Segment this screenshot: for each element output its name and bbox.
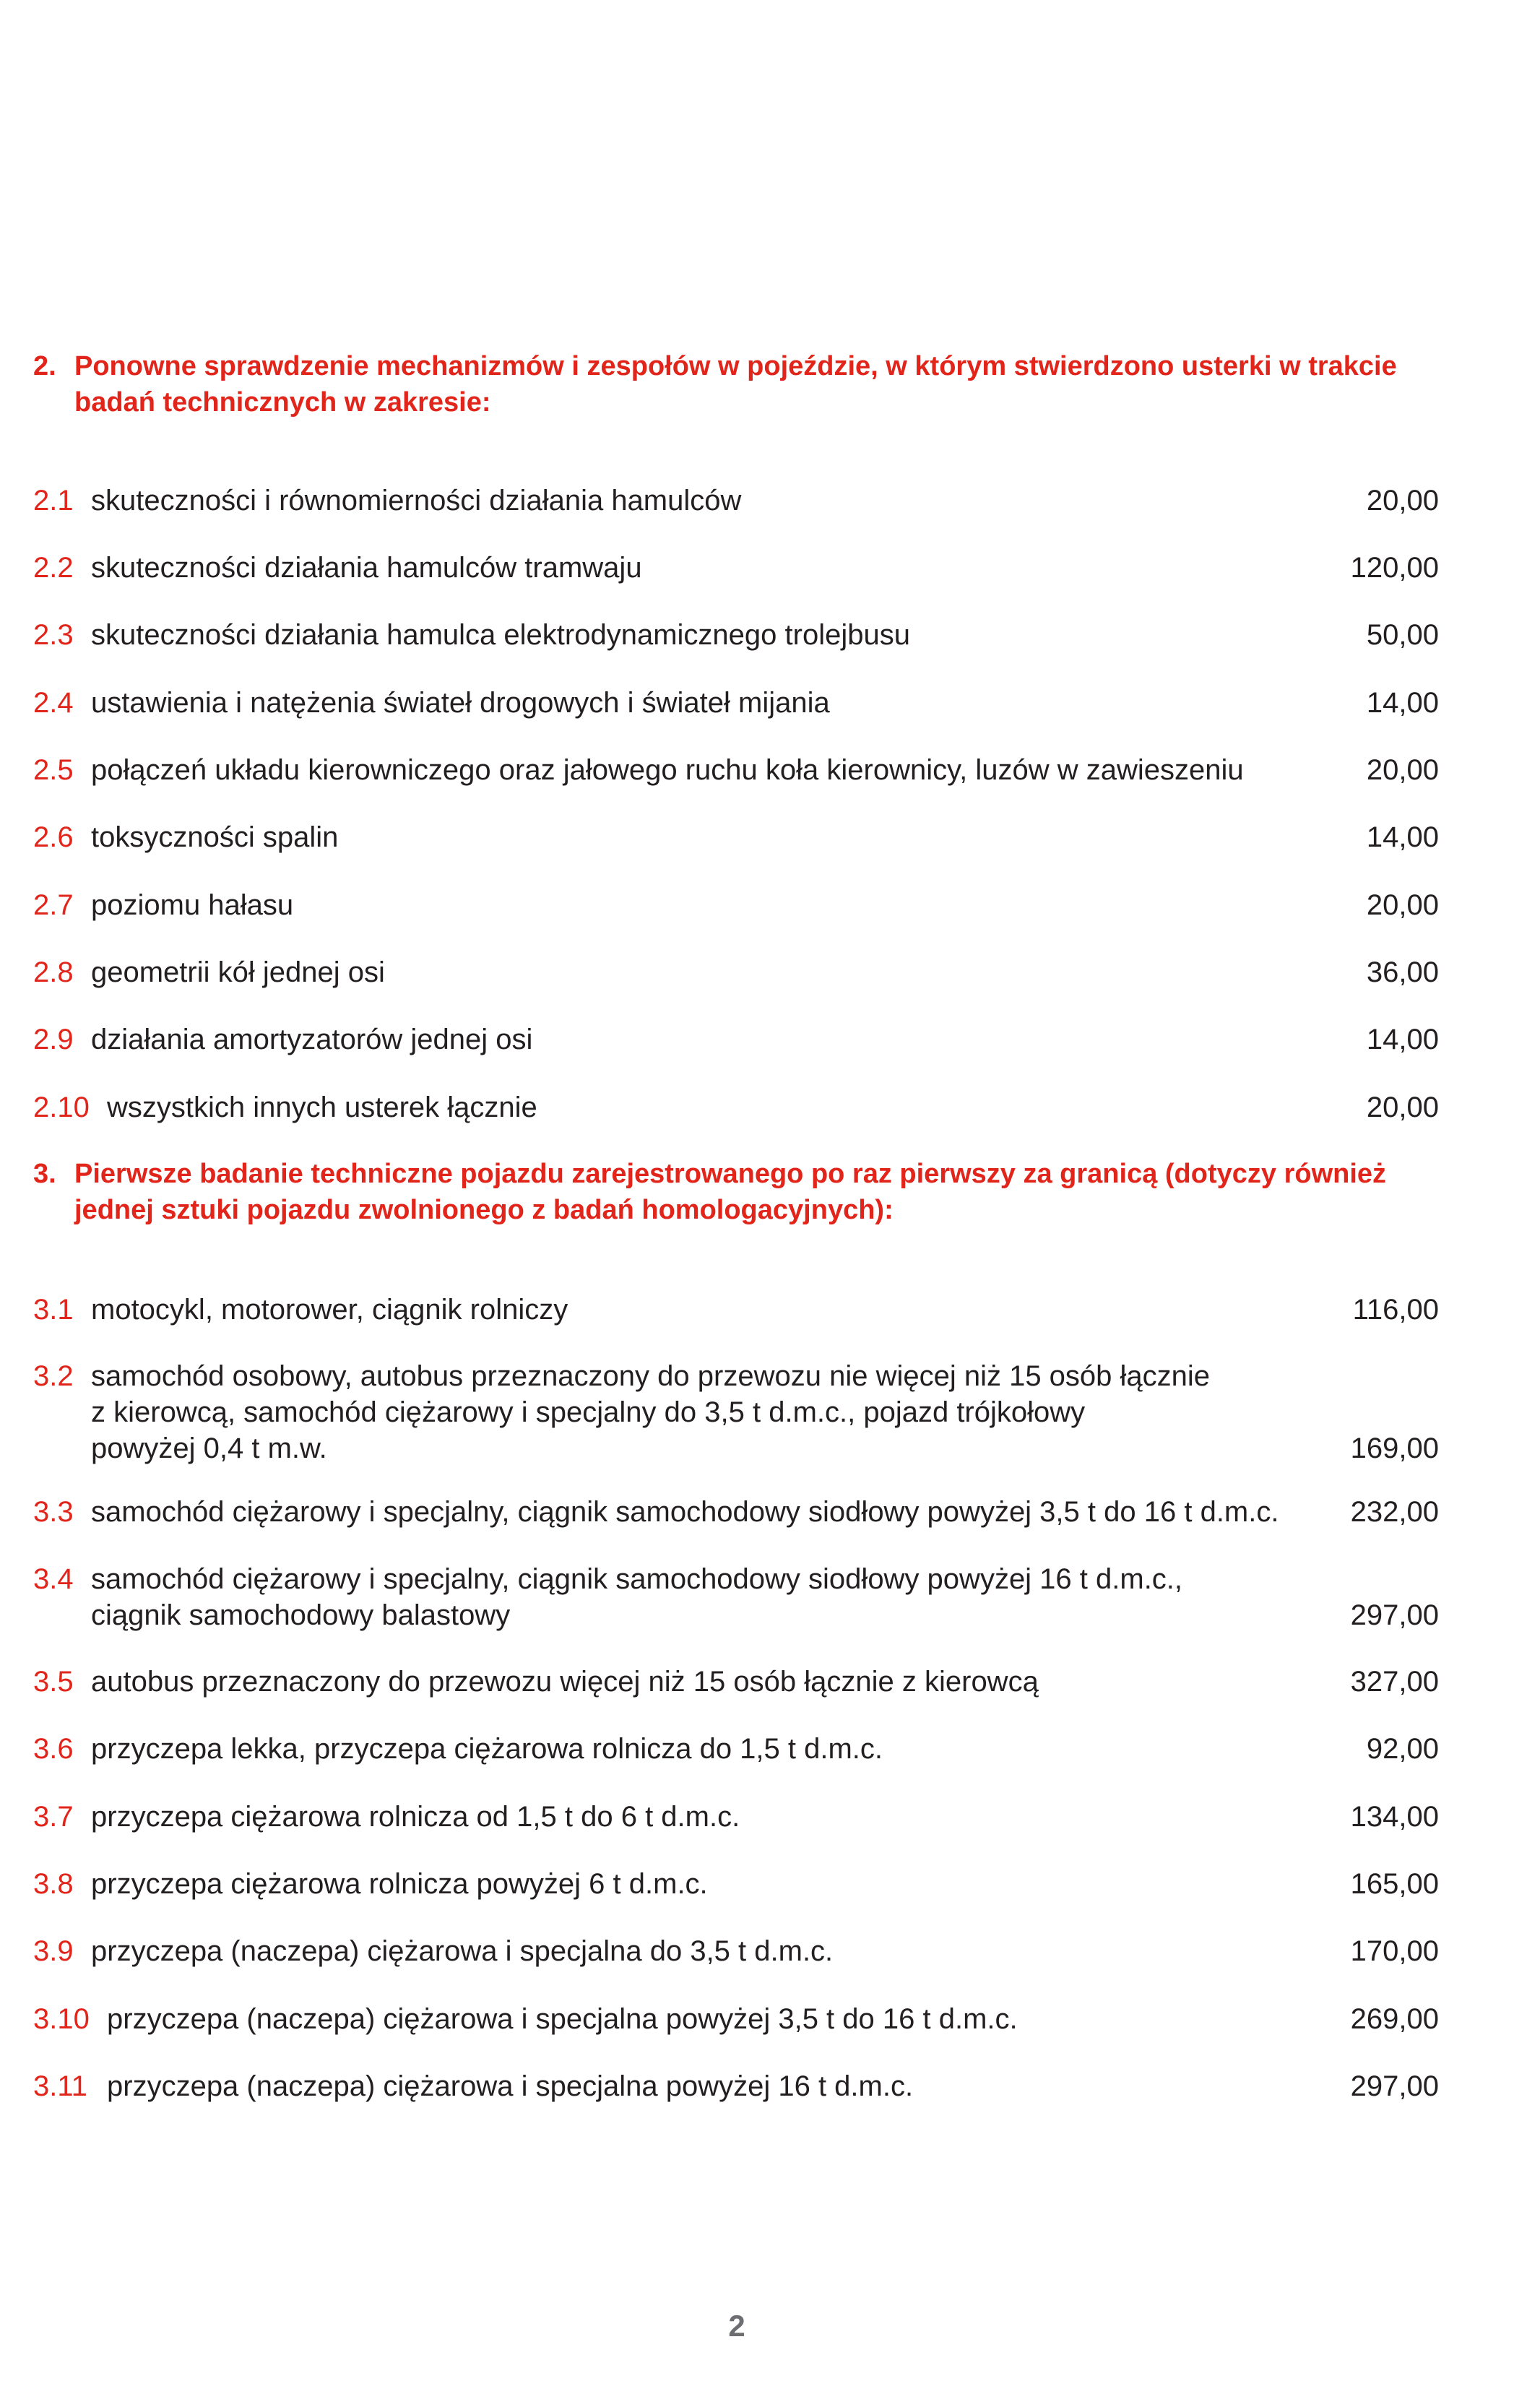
item-number: 2.6 bbox=[33, 821, 74, 853]
item-number: 3.7 bbox=[33, 1801, 74, 1833]
item-price: 297,00 bbox=[1350, 2070, 1439, 2102]
item-number: 3.4 bbox=[33, 1563, 74, 1595]
section-number: 3. bbox=[33, 1159, 56, 1189]
item-description: połączeń układu kierowniczego oraz jałowego ruchu koła kierownicy, luzów w zawieszeniu bbox=[91, 754, 1244, 786]
item-description: przyczepa (naczepa) ciężarowa i specjalna powyżej 3,5 t do 16 t d.m.c. bbox=[107, 2003, 1018, 2035]
section-3-heading bbox=[33, 1156, 1449, 1228]
item-price: 20,00 bbox=[1366, 485, 1439, 517]
list-item bbox=[33, 617, 1439, 653]
item-number: 3.10 bbox=[33, 2003, 90, 2035]
item-description: toksyczności spalin bbox=[91, 821, 339, 853]
list-item bbox=[33, 1358, 1439, 1466]
item-price: 20,00 bbox=[1366, 889, 1439, 921]
item-price: 327,00 bbox=[1350, 1666, 1439, 1698]
item-description: samochód ciężarowy i specjalny, ciągnik samochodowy siodłowy powyżej 3,5 t do 16 t d.m.c. bbox=[91, 1496, 1279, 1528]
item-description: działania amortyzatorów jednej osi bbox=[91, 1024, 533, 1055]
section-title: Pierwsze badanie techniczne pojazdu zarejestrowanego po raz pierwszy za granicą (dotyczy również jednej sztuki pojazdu zwolnionego z badań homologacyjnych): bbox=[74, 1159, 1387, 1225]
list-item bbox=[33, 550, 1439, 586]
section-2-heading bbox=[33, 348, 1449, 420]
item-price: 14,00 bbox=[1366, 821, 1439, 853]
item-description: przyczepa lekka, przyczepa ciężarowa rolnicza do 1,5 t d.m.c. bbox=[91, 1733, 883, 1765]
item-number: 2.8 bbox=[33, 956, 74, 988]
list-item bbox=[33, 1292, 1439, 1328]
item-number: 3.8 bbox=[33, 1868, 74, 1900]
item-description: autobus przeznaczony do przewozu więcej niż 15 osób łącznie z kierowcą bbox=[91, 1666, 1039, 1698]
item-description: skuteczności i równomierności działania hamulców bbox=[91, 485, 742, 517]
item-number: 2.1 bbox=[33, 485, 74, 517]
item-price: 92,00 bbox=[1366, 1733, 1439, 1765]
list-item bbox=[33, 1561, 1439, 1633]
item-number: 3.3 bbox=[33, 1496, 74, 1528]
item-number: 2.9 bbox=[33, 1024, 74, 1055]
list-item bbox=[33, 819, 1439, 855]
item-price: 170,00 bbox=[1350, 1935, 1439, 1967]
section-number: 2. bbox=[33, 351, 56, 381]
item-description: samochód osobowy, autobus przeznaczony do przewozu nie więcej niż 15 osób łącznie z kierowcą, samochód ciężarowy i specjalny do 3,5 t d.m.c., pojazd trójkołowy powyżej 0,4 t m.w. bbox=[91, 1360, 1211, 1464]
list-item bbox=[33, 1731, 1439, 1767]
item-price: 297,00 bbox=[1350, 1599, 1439, 1631]
item-description: ustawienia i natężenia świateł drogowych i świateł mijania bbox=[91, 687, 830, 719]
item-number: 2.10 bbox=[33, 1092, 90, 1123]
item-description: przyczepa (naczepa) ciężarowa i specjalna do 3,5 t d.m.c. bbox=[91, 1935, 834, 1967]
list-item bbox=[33, 954, 1439, 990]
list-item bbox=[33, 483, 1439, 519]
item-number: 3.1 bbox=[33, 1294, 74, 1326]
item-description: samochód ciężarowy i specjalny, ciągnik samochodowy siodłowy powyżej 16 t d.m.c., ciągnik samochodowy balastowy bbox=[91, 1563, 1183, 1631]
item-number: 2.7 bbox=[33, 889, 74, 921]
item-number: 3.6 bbox=[33, 1733, 74, 1765]
list-item bbox=[33, 1494, 1439, 1530]
item-number: 2.2 bbox=[33, 552, 74, 584]
item-description: przyczepa ciężarowa rolnicza powyżej 6 t d.m.c. bbox=[91, 1868, 708, 1900]
item-description: poziomu hałasu bbox=[91, 889, 294, 921]
item-price: 50,00 bbox=[1366, 619, 1439, 651]
list-item bbox=[33, 1799, 1439, 1835]
item-number: 3.11 bbox=[33, 2070, 87, 2102]
list-item bbox=[33, 752, 1439, 788]
item-number: 2.5 bbox=[33, 754, 74, 786]
item-description: motocykl, motorower, ciągnik rolniczy bbox=[91, 1294, 568, 1326]
list-item bbox=[33, 685, 1439, 721]
item-number: 3.9 bbox=[33, 1935, 74, 1967]
item-description: skuteczności działania hamulca elektrodynamicznego trolejbusu bbox=[91, 619, 910, 651]
list-item bbox=[33, 2001, 1439, 2037]
item-price: 14,00 bbox=[1366, 687, 1439, 719]
list-item bbox=[33, 1866, 1439, 1902]
list-item bbox=[33, 1664, 1439, 1700]
item-number: 2.3 bbox=[33, 619, 74, 651]
item-description: skuteczności działania hamulców tramwaju bbox=[91, 552, 642, 584]
item-price: 120,00 bbox=[1350, 552, 1439, 584]
list-item bbox=[33, 2068, 1439, 2104]
item-price: 269,00 bbox=[1350, 2003, 1439, 2035]
item-price: 20,00 bbox=[1366, 754, 1439, 786]
item-description: przyczepa (naczepa) ciężarowa i specjalna powyżej 16 t d.m.c. bbox=[107, 2070, 914, 2102]
list-item bbox=[33, 1933, 1439, 1969]
section-title: Ponowne sprawdzenie mechanizmów i zespołów w pojeździe, w którym stwierdzono usterki w trakcie badań technicznych w zakresie: bbox=[74, 351, 1397, 418]
item-price: 169,00 bbox=[1350, 1433, 1439, 1464]
item-description: wszystkich innych usterek łącznie bbox=[107, 1092, 537, 1123]
item-price: 165,00 bbox=[1350, 1868, 1439, 1900]
item-price: 20,00 bbox=[1366, 1092, 1439, 1123]
list-item bbox=[33, 1089, 1439, 1125]
item-price: 232,00 bbox=[1350, 1496, 1439, 1528]
item-price: 134,00 bbox=[1350, 1801, 1439, 1833]
item-number: 2.4 bbox=[33, 687, 74, 719]
list-item bbox=[33, 887, 1439, 923]
item-description: geometrii kół jednej osi bbox=[91, 956, 385, 988]
item-description: przyczepa ciężarowa rolnicza od 1,5 t do 6 t d.m.c. bbox=[91, 1801, 740, 1833]
item-number: 3.5 bbox=[33, 1666, 74, 1698]
item-price: 116,00 bbox=[1352, 1294, 1439, 1326]
item-price: 14,00 bbox=[1366, 1024, 1439, 1055]
page-number: 2 bbox=[728, 2309, 745, 2343]
item-number: 3.2 bbox=[33, 1360, 74, 1392]
list-item bbox=[33, 1021, 1439, 1058]
item-price: 36,00 bbox=[1366, 956, 1439, 988]
